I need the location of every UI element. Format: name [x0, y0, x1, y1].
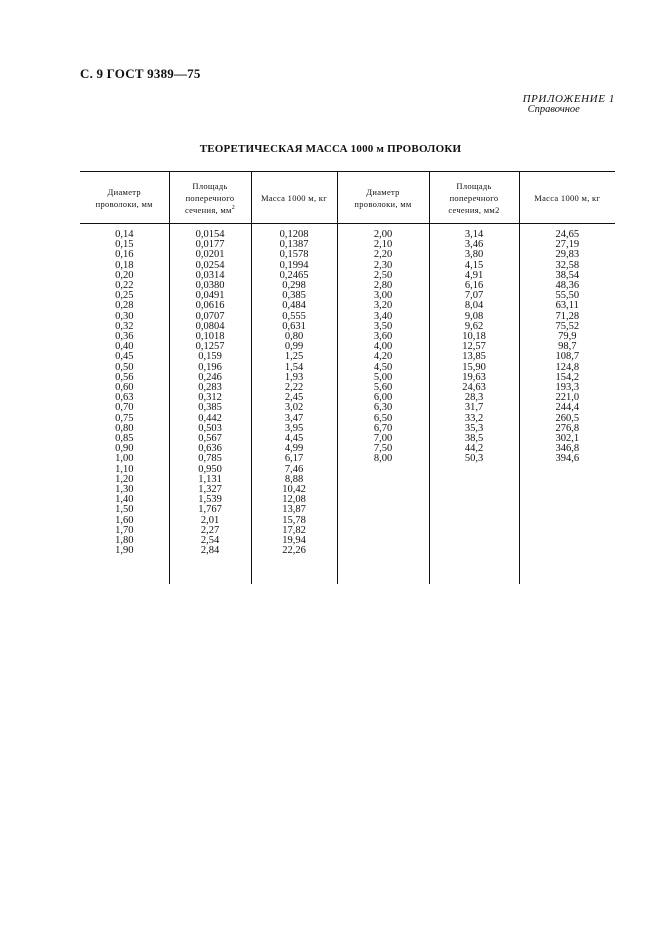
table-cell: 0,20 [115, 269, 134, 281]
table-cell: 4,91 [464, 269, 484, 281]
header-text: Площадь [192, 180, 228, 191]
table-cell: 1,60 [115, 514, 134, 526]
table-cell: 108,7 [555, 351, 580, 363]
table-body-row [80, 224, 615, 585]
table-cell: 3,46 [464, 239, 484, 251]
table-cell: 0,159 [198, 351, 222, 363]
header-mass-right [519, 172, 615, 224]
table-cell: 0,442 [198, 412, 222, 424]
table-cell: 2,45 [284, 392, 304, 404]
table-cell: 346,8 [555, 443, 580, 455]
table-cell: 1,20 [115, 473, 134, 485]
table-cell: 22,26 [282, 545, 306, 557]
table-cell: 13,87 [282, 504, 306, 516]
table-cell: 0,2465 [279, 269, 309, 281]
table-cell: 0,80 [115, 422, 134, 434]
table-cell: 3,40 [373, 310, 393, 322]
table-cell: 4,45 [284, 433, 304, 445]
header-diameter-left [80, 172, 169, 224]
table-cell: 1,00 [115, 453, 134, 465]
table-cell: 4,15 [464, 259, 484, 271]
table-cell: 3,80 [464, 249, 484, 261]
table-cell: 0,503 [198, 422, 222, 434]
table-cell: 0,22 [115, 280, 134, 292]
table-cell: 2,01 [200, 514, 220, 526]
table-cell: 7,46 [284, 463, 304, 475]
table-cell: 38,54 [555, 269, 580, 281]
table-cell: 2,84 [200, 545, 220, 557]
table-cell: 8,04 [464, 300, 484, 312]
table-cell: 63,11 [555, 300, 579, 312]
appendix-label [523, 93, 615, 115]
table-cell: 7,07 [464, 290, 484, 302]
table-cell: 15,90 [462, 361, 486, 373]
column-area-left [169, 224, 251, 585]
table-cell: 0,0201 [195, 249, 225, 261]
table-cell: 0,1018 [195, 331, 225, 343]
table-cell: 79,9 [558, 331, 577, 343]
table-cell: 33,2 [464, 412, 484, 424]
table-cell: 6,50 [373, 412, 393, 424]
table-cell: 55,50 [555, 290, 580, 302]
table-cell: 0,1387 [279, 239, 309, 251]
table-cell: 38,5 [464, 433, 484, 445]
table-cell: 124,8 [555, 361, 580, 373]
appendix-title: ПРИЛОЖЕНИЕ 1 [522, 93, 615, 105]
table-cell: 75,52 [555, 320, 580, 332]
table-cell: 0,99 [284, 341, 304, 353]
table-cell: 28,3 [464, 392, 484, 404]
table-cell: 0,0804 [195, 320, 225, 332]
table-cell: 31,7 [464, 402, 484, 414]
table-cell: 1,539 [198, 494, 222, 506]
table-cell: 3,00 [373, 290, 393, 302]
header-text: проволоки, мм [95, 198, 153, 209]
table-cell: 2,20 [373, 249, 393, 261]
table-cell: 0,1994 [279, 259, 309, 271]
table-cell: 5,00 [373, 371, 393, 383]
table-cell: 35,3 [464, 422, 484, 434]
table-cell: 0,40 [115, 341, 134, 353]
table-cell: 0,312 [198, 392, 222, 404]
table-cell: 44,2 [464, 443, 484, 455]
table-cell: 0,50 [115, 361, 134, 373]
table-cell: 1,767 [198, 504, 222, 516]
table-cell: 3,50 [373, 320, 393, 332]
table-cell: 1,327 [198, 484, 222, 496]
table-cell: 0,0491 [195, 290, 225, 302]
column-diameter-right [337, 224, 429, 585]
table-cell: 0,0380 [195, 280, 225, 292]
table-cell: 4,20 [373, 351, 393, 363]
table-cell: 1,10 [115, 463, 134, 475]
table-cell: 0,25 [115, 290, 134, 302]
table-cell: 302,1 [555, 433, 580, 445]
table-cell: 2,27 [200, 524, 220, 536]
table-cell: 0,0254 [195, 259, 225, 271]
table-cell: 7,50 [373, 443, 393, 455]
table-cell: 2,54 [200, 535, 220, 547]
table-cell: 19,94 [282, 535, 306, 547]
table-cell: 71,28 [555, 310, 580, 322]
header-text: Масса 1000 м, кг [260, 192, 328, 203]
table-cell: 3,20 [373, 300, 393, 312]
header-diameter-right [337, 172, 429, 224]
table-cell: 6,17 [284, 453, 304, 465]
table-cell: 0,32 [115, 320, 134, 332]
table-cell: 4,50 [373, 361, 393, 373]
table-cell: 3,02 [284, 402, 304, 414]
table-cell: 193,3 [555, 382, 580, 394]
table-cell: 1,50 [115, 504, 134, 516]
table-cell: 0,567 [198, 433, 222, 445]
table-cell: 3,14 [464, 229, 484, 240]
table-cell: 0,30 [115, 310, 134, 322]
table-cell: 27,19 [555, 239, 580, 251]
table-cell: 98,7 [558, 341, 577, 353]
table-cell: 2,10 [373, 239, 393, 251]
appendix-subtitle: Справочное [527, 104, 580, 115]
table-cell: 10,42 [282, 484, 306, 496]
header-text-with-sup [172, 204, 249, 216]
table-cell: 0,1257 [195, 341, 225, 353]
table-cell: 9,08 [464, 310, 484, 322]
table-cell: 1,40 [115, 494, 134, 506]
table-header-row [80, 172, 615, 224]
header-text: сечения, мм [184, 204, 232, 215]
table-cell: 0,85 [115, 433, 134, 445]
table-cell: 1,25 [284, 351, 304, 363]
table-cell: 1,131 [198, 473, 222, 485]
table-cell: 0,1578 [279, 249, 309, 261]
column-diameter-left [80, 224, 169, 585]
header-area-right [429, 172, 519, 224]
page-header: С. 9 ГОСТ 9389—75 [80, 66, 201, 81]
table-cell: 0,0177 [195, 239, 225, 251]
table-cell: 0,63 [115, 392, 134, 404]
header-text: сечения, мм2 [448, 204, 500, 215]
header-text: Диаметр [366, 186, 400, 197]
table-cell: 0,246 [198, 371, 222, 383]
table-cell: 1,80 [115, 535, 134, 547]
table-cell: 0,1208 [279, 229, 309, 240]
table-cell: 3,95 [284, 422, 304, 434]
table-cell: 0,196 [198, 361, 222, 373]
header-text: поперечного [449, 192, 499, 203]
header-area-left [169, 172, 251, 224]
table-cell: 0,80 [284, 331, 304, 343]
table-cell: 0,631 [282, 320, 306, 332]
column-area-right [429, 224, 519, 585]
table-cell: 6,00 [373, 392, 393, 404]
table-cell: 50,3 [464, 453, 484, 465]
table-cell: 0,90 [115, 443, 134, 455]
table-cell: 2,22 [284, 382, 304, 394]
table-cell: 0,18 [115, 259, 134, 271]
table-cell: 2,80 [373, 280, 393, 292]
table-cell: 4,99 [284, 443, 304, 455]
header-text: проволоки, мм [354, 198, 412, 209]
superscript: 2 [231, 204, 236, 211]
column-mass-left [251, 224, 337, 585]
table-cell: 0,36 [115, 331, 134, 343]
table-cell: 10,18 [462, 331, 486, 343]
table-cell: 0,14 [115, 229, 134, 240]
table-cell: 1,70 [115, 524, 134, 536]
table-cell: 5,60 [373, 382, 393, 394]
table-cell: 0,555 [282, 310, 306, 322]
header-text: Масса 1000 м, кг [534, 192, 601, 203]
table-cell: 32,58 [555, 259, 580, 271]
table-cell: 12,08 [282, 494, 306, 506]
table-cell: 6,70 [373, 422, 393, 434]
table-cell: 2,30 [373, 259, 393, 271]
table-cell: 0,385 [198, 402, 222, 414]
table-cell: 24,63 [462, 382, 486, 394]
table-cell: 0,0616 [195, 300, 225, 312]
table-cell: 0,298 [282, 280, 306, 292]
table-cell: 260,5 [555, 412, 580, 424]
table-cell: 0,950 [198, 463, 222, 475]
table-cell: 0,16 [115, 249, 134, 261]
table-cell: 8,00 [373, 453, 393, 465]
table-cell: 221,0 [555, 392, 580, 404]
table-cell: 0,28 [115, 300, 134, 312]
table-cell: 0,484 [282, 300, 306, 312]
table-title: ТЕОРЕТИЧЕСКАЯ МАССА 1000 м ПРОВОЛОКИ [199, 143, 462, 155]
header-text: Диаметр [107, 186, 141, 197]
table-cell: 8,88 [284, 473, 304, 485]
header-mass-left [251, 172, 337, 224]
table-cell: 0,70 [115, 402, 134, 414]
table-cell: 0,636 [198, 443, 222, 455]
mass-table [80, 171, 615, 584]
table-cell: 7,00 [373, 433, 393, 445]
column-mass-right [519, 224, 615, 585]
table-cell: 4,00 [373, 341, 393, 353]
table-cell: 394,6 [555, 453, 580, 465]
table-cell: 29,83 [555, 249, 580, 261]
table-cell: 0,0314 [195, 269, 225, 281]
table-cell: 1,90 [115, 545, 134, 557]
table-cell: 0,60 [115, 382, 134, 394]
table-cell: 3,60 [373, 331, 393, 343]
table-cell: 1,54 [284, 361, 304, 373]
table-cell: 244,4 [555, 402, 580, 414]
table-cell: 1,93 [284, 371, 304, 383]
table-cell: 0,283 [198, 382, 222, 394]
table-cell: 0,15 [115, 239, 134, 251]
table-cell: 48,36 [555, 280, 580, 292]
table-cell: 0,0154 [195, 229, 225, 240]
table-cell: 3,47 [284, 412, 304, 424]
table-cell: 6,30 [373, 402, 393, 414]
header-text: Площадь [456, 180, 492, 191]
table-cell: 0,45 [115, 351, 134, 363]
table-cell: 24,65 [555, 229, 580, 240]
table-cell: 2,50 [373, 269, 393, 281]
table-cell: 19,63 [462, 371, 486, 383]
header-text: поперечного [185, 192, 235, 203]
table-cell: 13,85 [462, 351, 486, 363]
table-cell: 6,16 [464, 280, 484, 292]
table-cell: 0,785 [198, 453, 222, 465]
table-cell: 276,8 [555, 422, 580, 434]
table-cell: 9,62 [464, 320, 484, 332]
table-cell: 12,57 [462, 341, 486, 353]
table-cell: 0,385 [282, 290, 306, 302]
table-cell: 17,82 [282, 524, 306, 536]
table-cell: 154,2 [555, 371, 580, 383]
table-cell: 2,00 [373, 229, 393, 240]
table-cell: 0,56 [115, 371, 134, 383]
table-cell: 0,0707 [195, 310, 225, 322]
table-cell: 1,30 [115, 484, 134, 496]
table-cell: 15,78 [282, 514, 306, 526]
table-cell: 0,75 [115, 412, 134, 424]
